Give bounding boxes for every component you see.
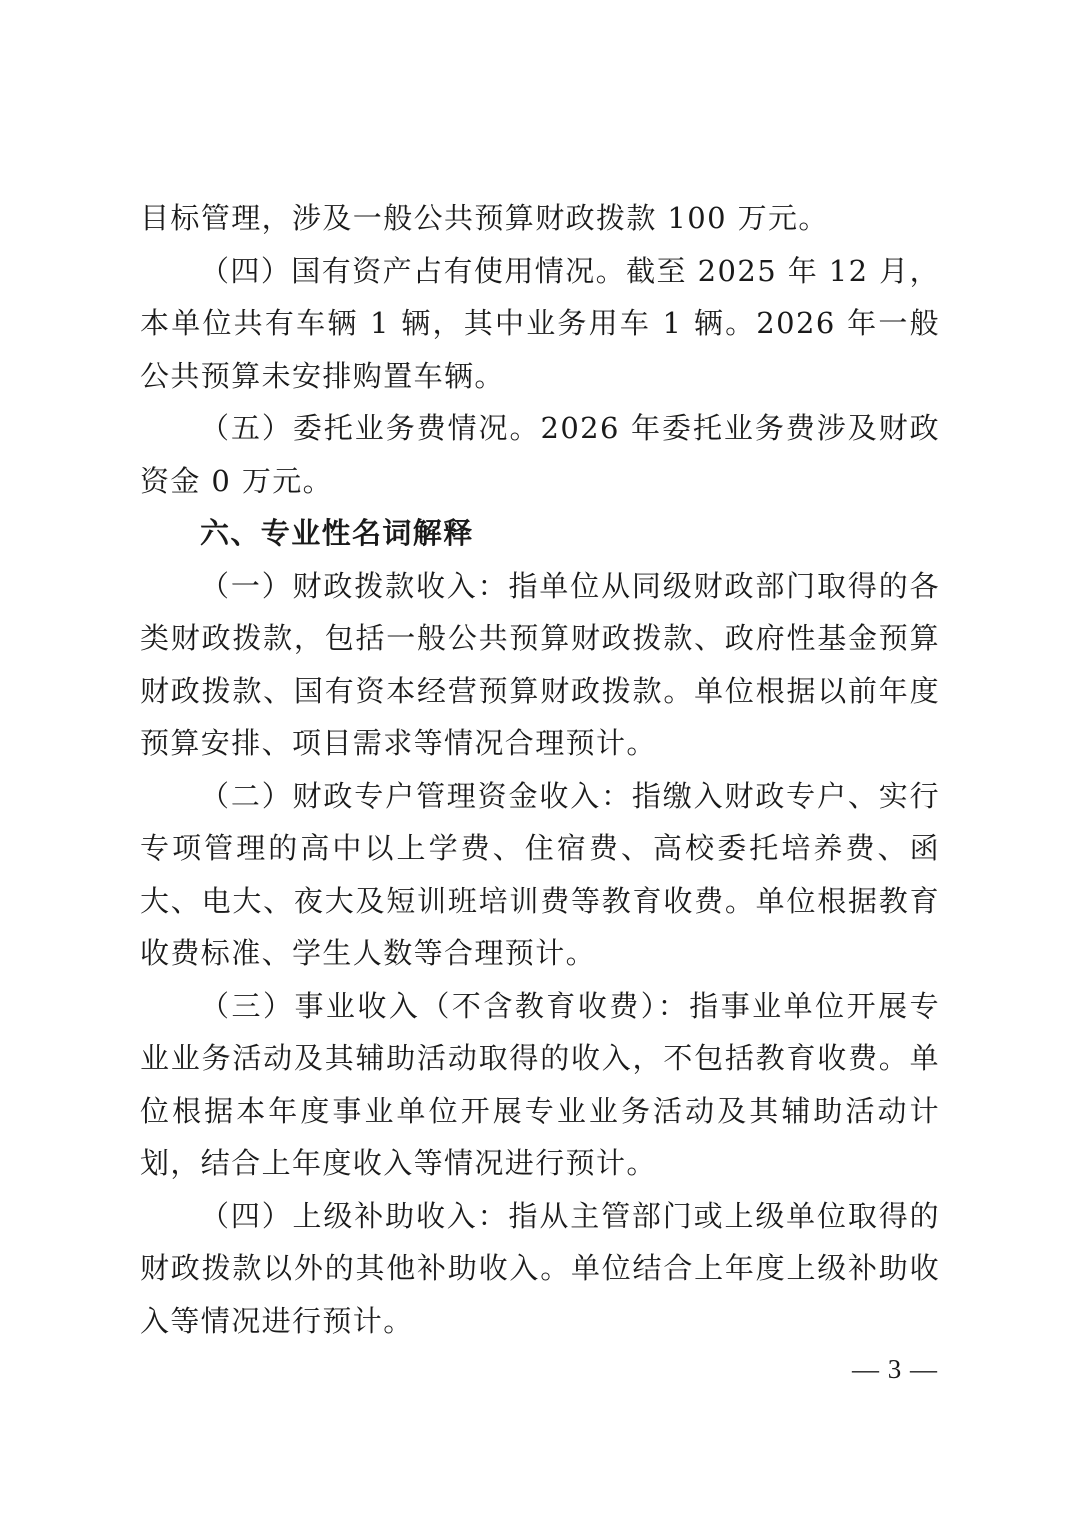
definition-superior-subsidy xyxy=(140,1190,940,1348)
page-number: — 3 — xyxy=(852,1354,938,1384)
paragraph-lead: （五）委托业务费情况。 xyxy=(200,411,541,445)
definition-text: 指从主管部门或上级单位取得的财政拨款以外的其他补助收入。单位结合上年度上级补助收入等情况进行预计。 xyxy=(140,1198,940,1338)
paragraph-text: 目标管理，涉及一般公共预算财政拨款 100 万元。 xyxy=(140,201,829,235)
document-body xyxy=(140,192,940,1347)
definition-term: （一）财政拨款收入： xyxy=(200,568,509,603)
definition-special-account xyxy=(140,770,940,980)
definition-business-income xyxy=(140,980,940,1190)
definition-text: 指单位从同级财政部门取得的各类财政拨款，包括一般公共预算财政拨款、政府性基金预算财政拨款、国有资本经营预算财政拨款。单位根据以前年度预算安排、项目需求等情况合理预计。 xyxy=(140,568,940,760)
definition-term: （二）财政专户管理资金收入： xyxy=(200,778,632,813)
definition-term: （三）事业收入（不含教育收费）： xyxy=(200,988,690,1023)
definition-term: （四）上级补助收入： xyxy=(200,1198,509,1233)
definition-text: 指缴入财政专户、实行专项管理的高中以上学费、住宿费、高校委托培养费、函大、电大、夜大及短训班培训费等教育收费。单位根据教育收费标准、学生人数等合理预计。 xyxy=(140,778,940,970)
section-heading: 六、专业性名词解释 xyxy=(200,516,474,550)
definition-text: 指事业单位开展专业业务活动及其辅助活动取得的收入，不包括教育收费。单位根据本年度事业单位开展专业业务活动及其辅助活动计划，结合上年度收入等情况进行预计。 xyxy=(140,988,940,1180)
paragraph-state-assets xyxy=(140,245,940,403)
paragraph-lead: （四）国有资产占有使用情况。 xyxy=(200,253,627,288)
paragraph-commissioned-fees xyxy=(140,402,940,507)
paragraph-text: 2026 年委托业务费涉及财政资金 0 万元。 xyxy=(140,411,940,498)
paragraph-continuation xyxy=(140,192,940,245)
definition-fiscal-appropriation xyxy=(140,560,940,770)
paragraph-text: 截至 2025 年 12 月，本单位共有车辆 1 辆，其中业务用车 1 辆。2026 年一般公共预算未安排购置车辆。 xyxy=(140,253,940,393)
